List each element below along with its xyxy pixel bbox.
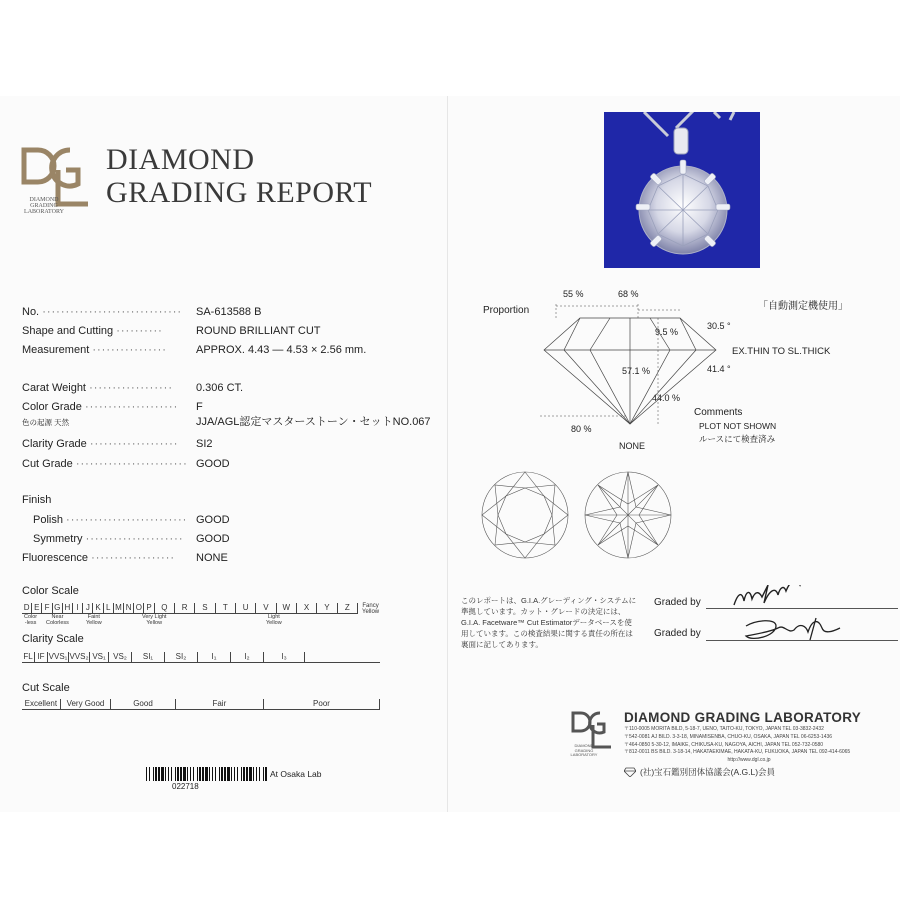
- girdle-value: EX.THIN TO SL.THICK: [732, 346, 831, 357]
- barcode-number: 022718: [172, 782, 199, 791]
- total-depth-value: 57.1 %: [622, 366, 651, 376]
- barcode-icon: [146, 767, 268, 781]
- barcode-bar: [241, 767, 242, 781]
- barcode-bar: [155, 767, 157, 781]
- pavilion-view-diagram: [583, 470, 673, 560]
- barcode-bar: [265, 767, 267, 781]
- field-no-value: SA-613588 B: [196, 306, 262, 318]
- color-scale-grade: E: [32, 603, 42, 613]
- barcode-bar: [180, 767, 182, 781]
- field-polish-value: GOOD: [196, 514, 230, 526]
- barcode-bar: [246, 767, 248, 781]
- barcode-bar: [215, 767, 216, 781]
- barcode-bar: [234, 767, 235, 781]
- color-scale-grade: F: [42, 603, 52, 613]
- clarity-scale-grade: I₂: [231, 652, 264, 662]
- cut-scale: [22, 699, 382, 727]
- barcode-bar: [158, 767, 160, 781]
- cut-scale-grade: Very Good: [61, 699, 112, 709]
- field-carat: Carat Weight ·················· 0.306 CT.: [22, 382, 244, 394]
- comments-line1: PLOT NOT SHOWN: [699, 421, 777, 431]
- barcode-bar: [187, 767, 188, 781]
- color-scale-grade: T: [216, 603, 236, 613]
- cut-scale-grade: Poor: [264, 699, 380, 709]
- table-left-value: 55 %: [563, 289, 584, 299]
- clarity-scale-title: Clarity Scale: [22, 633, 84, 645]
- barcode-bar: [171, 767, 172, 781]
- field-carat-value: 0.306 CT.: [196, 382, 244, 394]
- barcode-bar: [253, 767, 254, 781]
- barcode-bar: [237, 767, 238, 781]
- proportion-title: Proportion: [483, 305, 530, 316]
- barcode-bar: [249, 767, 252, 781]
- color-scale-grade: L: [104, 603, 114, 613]
- crown-angle-value: 30.5 °: [707, 321, 731, 331]
- clarity-scale-grade: VS₂: [109, 652, 132, 662]
- lab-location: At Osaka Lab: [270, 769, 322, 779]
- barcode-bar: [209, 767, 210, 781]
- color-scale-grade: M: [114, 603, 124, 613]
- signature-1-icon: [730, 585, 830, 611]
- color-scale-grade: P: [144, 603, 154, 613]
- color-scale-grade: U: [236, 603, 256, 613]
- color-scale-grade: S: [195, 603, 215, 613]
- graded-by-label-2: Graded by: [654, 628, 701, 639]
- crown-view-diagram: [480, 470, 570, 560]
- barcode-bar: [221, 767, 223, 781]
- barcode-bar: [197, 767, 198, 781]
- diamond-pendant-photo: [604, 112, 760, 268]
- field-fluorescence-value: NONE: [196, 552, 228, 564]
- field-cut: Cut Grade ························ GOOD: [22, 458, 230, 470]
- color-scale-grade: J: [83, 603, 93, 613]
- diamond-icon: [624, 767, 636, 777]
- color-scale-fancy: Fancy Yellow: [362, 603, 380, 615]
- field-color: Color Grade ···················· F: [22, 401, 203, 413]
- graded-by-label-1: Graded by: [654, 597, 701, 608]
- pavilion-depth-value: 44.0 %: [652, 393, 681, 403]
- proportion-note: 「自動測定機使用」: [758, 301, 848, 312]
- color-scale-grade: Z: [338, 603, 358, 613]
- table-right-value: 68 %: [618, 289, 639, 299]
- barcode-bar: [175, 767, 176, 781]
- barcode-bar: [146, 767, 147, 781]
- color-scale: D E F G H I J K L M N O P Q R S T U V W X Y Z Fancy Yellow Color -less Near Colorless Faint Yellow Very Light Yellow Light Yellow: [23, 603, 380, 626]
- color-scale-grade: G: [53, 603, 63, 613]
- barcode-bar: [161, 767, 164, 781]
- signature-2-icon: [738, 612, 858, 644]
- color-scale-grade: N: [124, 603, 134, 613]
- barcode-bar: [263, 767, 264, 781]
- barcode-bar: [165, 767, 166, 781]
- clarity-scale-grade: FL: [22, 652, 35, 662]
- field-clarity: Clarity Grade ··················· SI2: [22, 438, 213, 450]
- disclaimer-text: このレポートは、G.I.A.グレーディング・システムに準拠しています。カット・グレードの決定には、G.I.A. Facetware™ Cut Estimatorデータベースを使用しています。この検査結果に関する責任の所在は裏面に記してあります。: [461, 596, 637, 649]
- lab-addresses: 〒110-0005 MORITA BILD, 5-18-7, UENO, TAITO-KU, TOKYO, JAPAN TEL 03-3832-2432 〒542-0081 AJ BILD. 3-3-18, MINAMISENBA, CHUO-KU, OSAKA, JAPAN TEL 06-6253-1436 〒464-0850 5-30-12, IMAIKE, CHIKUSA-KU, NAGOYA, AICHI, JAPAN TEL 052-732-0580 〒812-0011 BS BILD. 3-18-14, HAKATAEKIMAE, HAKATA-KU, FUKUOKA, JAPAN TEL 092-414-6065 http://www.dgl.co.jp: [624, 726, 851, 764]
- barcode-bar: [168, 767, 169, 781]
- color-scale-grade: O: [134, 603, 144, 613]
- barcode-bar: [243, 767, 245, 781]
- field-symmetry: Symmetry ····················· GOOD: [33, 533, 230, 545]
- cut-scale-grade: Fair: [176, 699, 264, 709]
- lab-name: DIAMOND GRADING LABORATORY: [624, 710, 862, 725]
- barcode-bar: [256, 767, 257, 781]
- culet-value: NONE: [619, 441, 646, 451]
- logo-subtitle: DIAMOND GRADING LABORATORY: [24, 197, 64, 215]
- crown-height-value: 9.5 %: [655, 327, 679, 337]
- color-scale-grade: V: [256, 603, 276, 613]
- barcode-bar: [205, 767, 208, 781]
- color-scale-grade: D: [22, 603, 32, 613]
- barcode-bar: [259, 767, 260, 781]
- field-origin: 色の起源 天然 JJA/AGL認定マスターストーン・セットNO.067: [22, 416, 431, 428]
- field-cut-value: GOOD: [196, 458, 230, 470]
- color-scale-title: Color Scale: [22, 585, 79, 597]
- comments-title: Comments: [694, 407, 743, 418]
- field-clarity-value: SI2: [196, 438, 213, 450]
- field-finish: Finish: [22, 494, 52, 506]
- clarity-scale-grade: VVS₁: [48, 652, 68, 661]
- barcode-bar: [227, 767, 230, 781]
- report-title: DIAMOND GRADING REPORT: [106, 143, 373, 209]
- field-origin-value: JJA/AGL認定マスターストーン・セットNO.067: [196, 416, 431, 428]
- field-measurement-value: APPROX. 4.43 ― 4.53 × 2.56 mm.: [196, 344, 367, 356]
- clarity-scale: [22, 652, 382, 680]
- clarity-scale-grade: I₁: [198, 652, 231, 662]
- field-no: No. ······························ SA-613588 B: [22, 306, 262, 318]
- field-measurement: Measurement ················ APPROX. 4.43 ― 4.53 × 2.56 mm.: [22, 344, 367, 356]
- color-scale-grade: I: [73, 603, 83, 613]
- footer-logo-subtitle: DIAMOND GRADING LABORATORY: [570, 743, 598, 757]
- clarity-scale-grade: IF: [35, 652, 48, 662]
- clarity-scale-grade: VVS₂: [69, 652, 89, 661]
- color-scale-grade: Q: [155, 603, 175, 613]
- clarity-scale-grade: VS₁: [90, 652, 109, 662]
- pavilion-angle-value: 41.4 °: [707, 364, 731, 374]
- field-shape-value: ROUND BRILLIANT CUT: [196, 325, 321, 337]
- barcode-bar: [202, 767, 204, 781]
- field-shape: Shape and Cutting ·········· ROUND BRILLIANT CUT: [22, 325, 321, 337]
- field-polish: Polish ·························· GOOD: [33, 514, 230, 526]
- lower-half-value: 80 %: [571, 424, 592, 434]
- barcode-bar: [183, 767, 186, 781]
- cut-scale-title: Cut Scale: [22, 682, 70, 694]
- barcode-bar: [224, 767, 226, 781]
- clarity-scale-grade: SI₁: [132, 652, 165, 662]
- barcode-bar: [212, 767, 213, 781]
- barcode-bar: [153, 767, 154, 781]
- barcode-bar: [231, 767, 232, 781]
- center-fold: [447, 96, 448, 812]
- comments-line2: ルースにて検査済み: [699, 434, 776, 444]
- clarity-scale-grade: SI₂: [165, 652, 198, 662]
- barcode-bar: [149, 767, 150, 781]
- agl-membership: (社)宝石鑑別団体協議会(A.G.L)会員: [640, 767, 776, 777]
- field-color-value: F: [196, 401, 203, 413]
- pendant-image-icon: [604, 112, 760, 268]
- color-scale-grade: Y: [317, 603, 337, 613]
- color-scale-grade: K: [93, 603, 103, 613]
- barcode-bar: [219, 767, 220, 781]
- cut-scale-grade: Excellent: [22, 699, 61, 709]
- color-scale-grade: W: [277, 603, 297, 613]
- barcode-bar: [177, 767, 179, 781]
- color-scale-grade: H: [63, 603, 73, 613]
- barcode-bar: [193, 767, 194, 781]
- color-scale-grade: R: [175, 603, 195, 613]
- field-fluorescence: Fluorescence ·················· NONE: [22, 552, 228, 564]
- barcode-bar: [199, 767, 201, 781]
- clarity-scale-grade: I₃: [264, 652, 305, 662]
- cut-scale-grade: Good: [111, 699, 175, 709]
- barcode-bar: [190, 767, 191, 781]
- field-symmetry-value: GOOD: [196, 533, 230, 545]
- color-scale-grade: X: [297, 603, 317, 613]
